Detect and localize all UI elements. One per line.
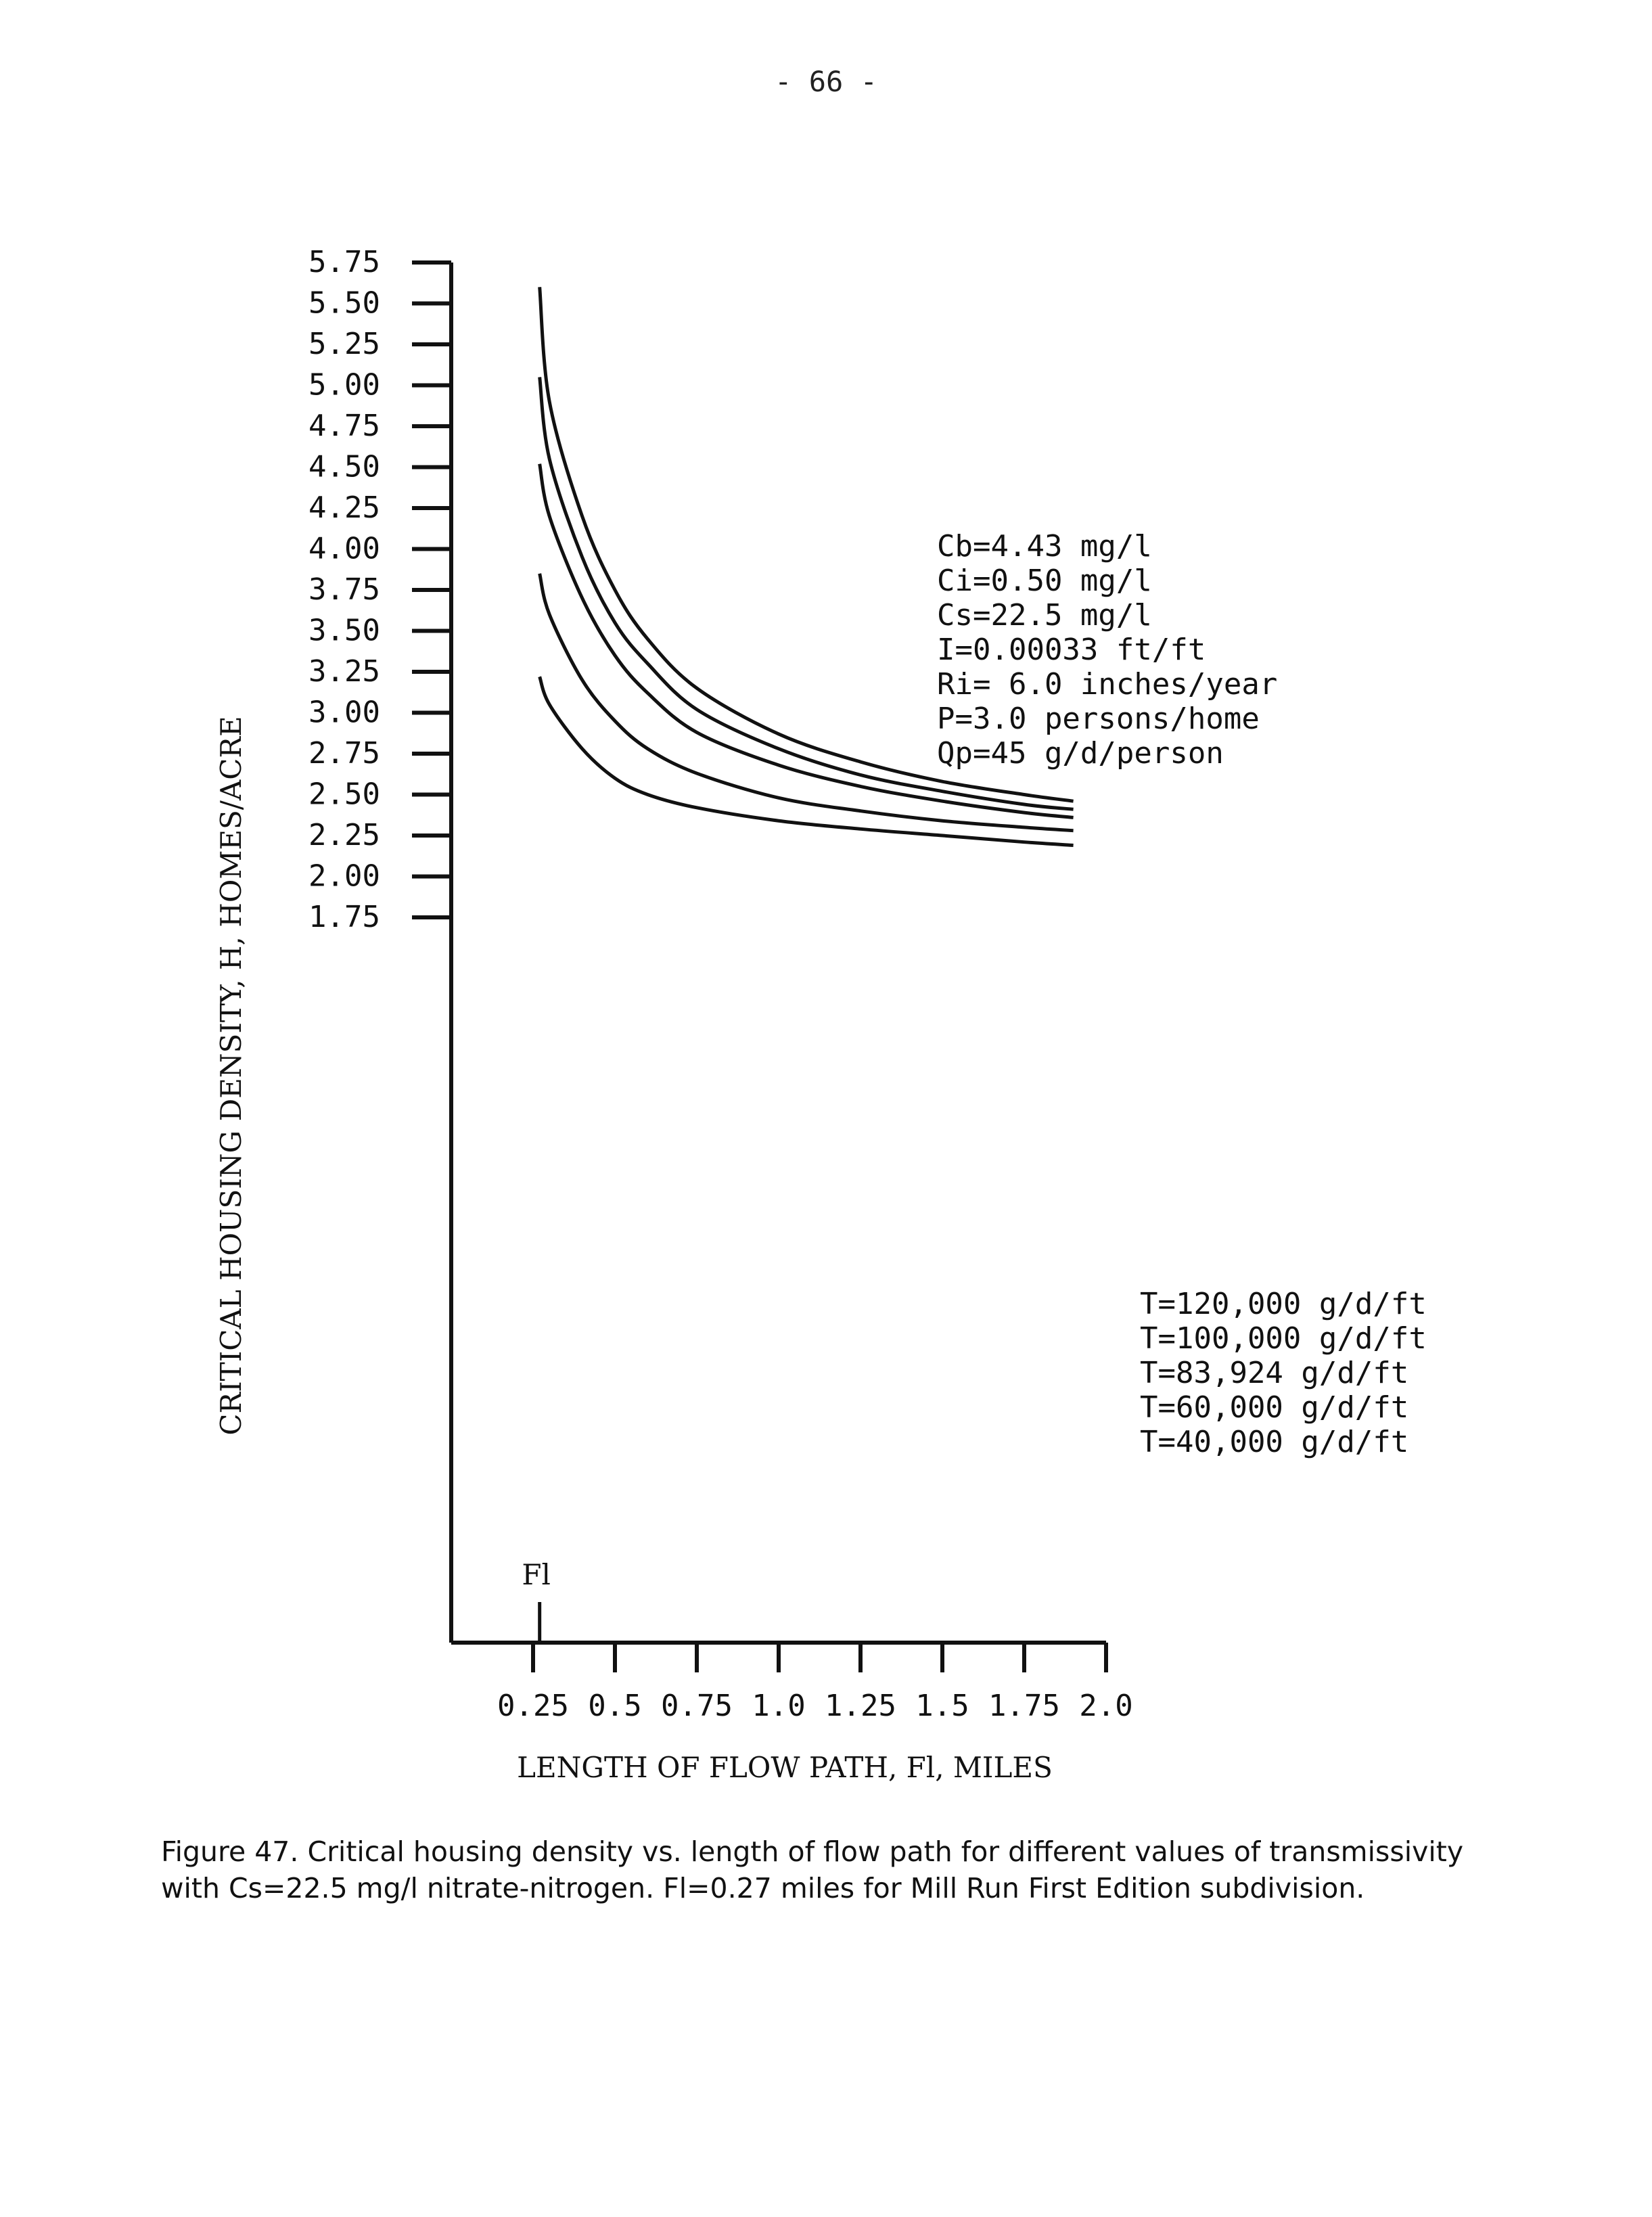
y-tick-label: 4.00 (308, 531, 380, 566)
y-tick-label: 3.25 (308, 654, 380, 689)
parameter-line: Ci=0.50 mg/l (937, 564, 1152, 598)
parameter-line: Cb=4.43 mg/l (937, 529, 1152, 564)
x-tick-label: 1.75 (988, 1689, 1060, 1723)
x-axis-title: LENGTH OF FLOW PATH, Fl, MILES (517, 1751, 1053, 1784)
legend-label: T=100,000 g/d/ft (1140, 1321, 1427, 1356)
y-tick-label: 5.00 (308, 367, 380, 403)
y-tick-label: 5.25 (308, 327, 380, 361)
parameter-line: Ri= 6.0 inches/year (937, 667, 1278, 702)
legend-label: T=120,000 g/d/ft (1140, 1287, 1427, 1321)
legend (1140, 1287, 1427, 1459)
y-tick-label: 3.00 (308, 695, 380, 730)
y-tick-label: 2.00 (308, 859, 380, 894)
x-tick-label: 2.0 (1079, 1689, 1133, 1723)
x-tick-label: 1.5 (915, 1689, 969, 1723)
figure-caption: Figure 47. Critical housing density vs. length of flow path for different values of transmissivity with Cs=22.5 mg/l nitrate-nitrogen. Fl=0.27 miles for Mill Run First Edition subdivision. (161, 1835, 1464, 1904)
y-tick-label: 2.75 (308, 736, 380, 771)
x-axis (451, 1643, 1133, 1723)
y-tick-label: 2.25 (308, 818, 380, 852)
page-number: - 66 - (775, 65, 877, 98)
legend-label: T=83,924 g/d/ft (1140, 1356, 1409, 1390)
y-tick-label: 5.50 (308, 285, 380, 321)
y-tick-label: 3.75 (308, 572, 380, 607)
flow-path-marker (522, 1558, 551, 1643)
y-tick-label: 1.75 (308, 900, 380, 934)
legend-label: T=60,000 g/d/ft (1140, 1390, 1409, 1425)
parameter-line: Qp=45 g/d/person (937, 736, 1224, 771)
y-tick-label: 3.50 (308, 613, 380, 648)
parameter-line: P=3.0 persons/home (937, 702, 1260, 736)
legend-label: T=40,000 g/d/ft (1140, 1425, 1409, 1459)
y-tick-label: 4.25 (308, 490, 380, 525)
y-tick-label: 2.50 (308, 777, 380, 812)
x-tick-label: 0.25 (497, 1689, 569, 1723)
y-tick-label: 4.50 (308, 449, 380, 484)
x-tick-label: 0.5 (588, 1689, 642, 1723)
x-tick-label: 1.0 (752, 1689, 806, 1723)
parameter-line: I=0.00033 ft/ft (937, 633, 1206, 667)
y-axis (308, 245, 451, 1643)
x-tick-label: 0.75 (661, 1689, 733, 1723)
y-axis-title: CRITICAL HOUSING DENSITY, H, HOMES/ACRE (214, 716, 248, 1436)
marker-label: Fl (522, 1558, 551, 1591)
parameter-line: Cs=22.5 mg/l (937, 598, 1152, 633)
x-tick-label: 1.25 (825, 1689, 896, 1723)
y-tick-label: 5.75 (308, 245, 380, 279)
y-tick-label: 4.75 (308, 409, 380, 443)
parameter-block (937, 529, 1277, 771)
